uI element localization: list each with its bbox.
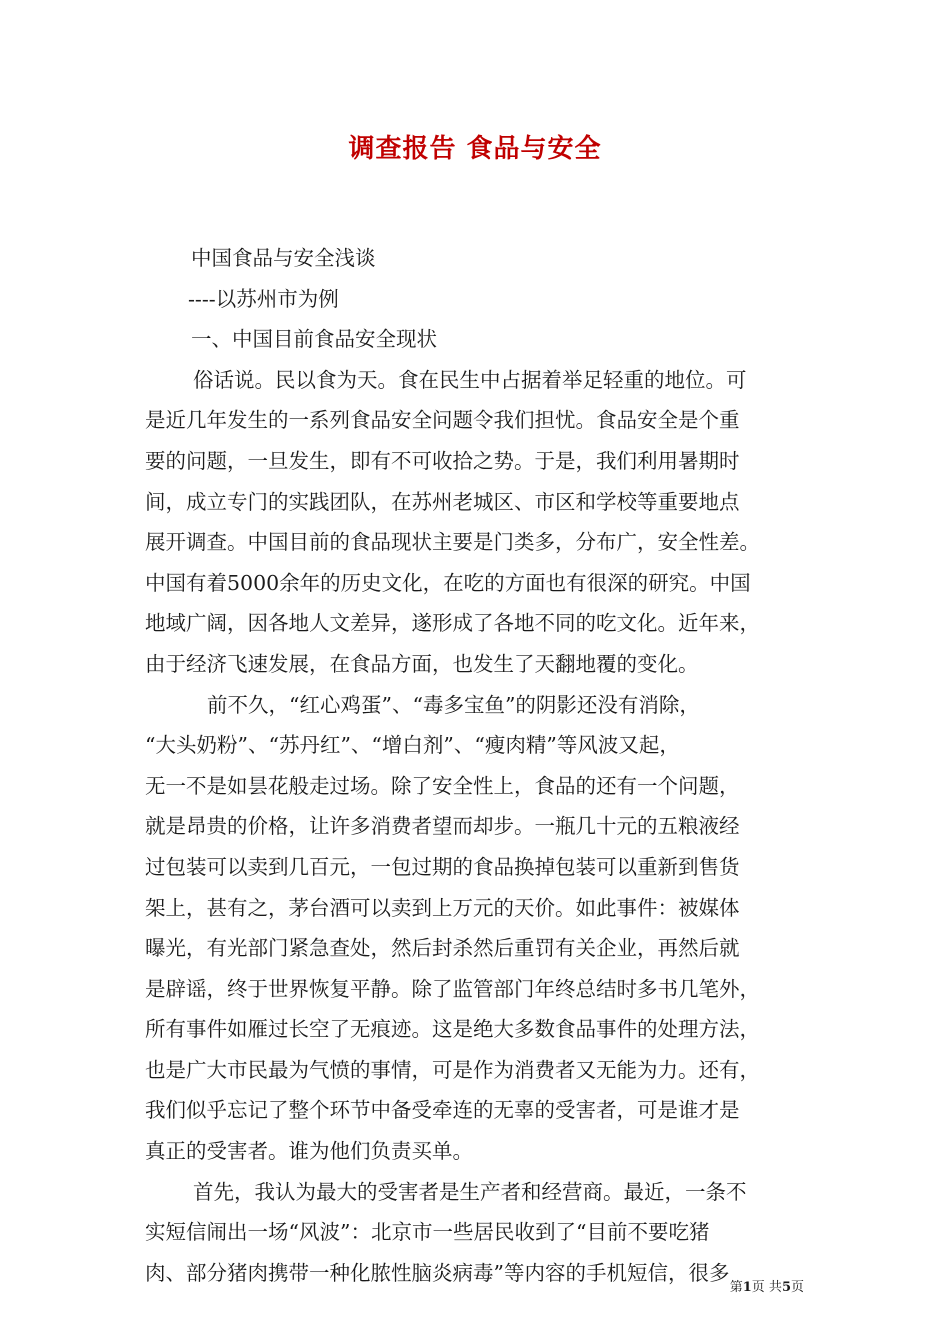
paragraph-line: 我们似乎忘记了整个环节中备受牵连的无辜的受害者，可是谁才是: [145, 1098, 740, 1123]
footer-total-pages: 5: [781, 1280, 791, 1295]
section-heading-1: 一、中国目前食品安全现状: [191, 327, 437, 352]
footer-prefix: 第: [729, 1280, 743, 1295]
paragraph-line: “大头奶粉”、“苏丹红”、“增白剂”、“瘦肉精”等风波又起，: [145, 733, 680, 758]
paragraph-line: 所有事件如雁过长空了无痕迹。这是绝大多数食品事件的处理方法，: [145, 1017, 760, 1042]
paragraph-line: 无一不是如昙花般走过场。除了安全性上，食品的还有一个问题，: [145, 773, 740, 798]
article-heading: 中国食品与安全浅谈: [191, 246, 376, 270]
paragraph-line: 是近几年发生的一系列食品安全问题令我们担忧。食品安全是个重: [145, 408, 740, 433]
paragraph-line: 肉、部分猪肉携带一种化脓性脑炎病毒”等内容的手机短信，很多: [145, 1260, 730, 1285]
paragraph-line: 前不久，“红心鸡蛋”、“毒多宝鱼”的阴影还没有消除，: [207, 692, 700, 717]
paragraph-line: 就是昂贵的价格，让许多消费者望而却步。一瓶几十元的五粮液经: [145, 814, 740, 839]
paragraph-line: 实短信闹出一场“风波”：北京市一些居民收到了“目前不要吃猪: [145, 1220, 710, 1245]
paragraph-line: 架上，甚有之，茅台酒可以卖到上万元的天价。如此事件：被媒体: [145, 895, 740, 920]
paragraph-line: 俗话说。民以食为天。食在民生中占据着举足轻重的地位。可: [193, 367, 747, 392]
document-body: [145, 238, 805, 1293]
footer-middle: 页 共: [751, 1280, 782, 1295]
paragraph-line: 中国有着5000余年的历史文化，在吃的方面也有很深的研究。中国: [145, 570, 751, 595]
paragraph-line: 地域广阔，因各地人文差异，遂形成了各地不同的吃文化。近年来，: [145, 611, 760, 636]
paragraph-line: 展开调查。中国目前的食品现状主要是门类多，分布广，安全性差。: [145, 530, 760, 555]
paragraph-line: 真正的受害者。谁为他们负责买单。: [145, 1139, 473, 1164]
paragraph-line: 也是广大市民最为气愤的事情，可是作为消费者又无能为力。还有，: [145, 1057, 760, 1082]
paragraph-line: 是辟谣，终于世界恢复平静。除了监管部门年终总结时多书几笔外，: [145, 976, 760, 1001]
paragraph-line: 要的问题，一旦发生，即有不可收拾之势。于是，我们利用暑期时: [145, 448, 740, 473]
paragraph-line: 由于经济飞速发展，在食品方面，也发生了天翻地覆的变化。: [145, 651, 699, 676]
paragraph-line: 间，成立专门的实践团队，在苏州老城区、市区和学校等重要地点: [145, 489, 740, 514]
article-subheading: ----以苏州市为例: [188, 286, 339, 311]
document-title: 调查报告 食品与安全: [348, 134, 602, 164]
paragraph-line: 首先，我认为最大的受害者是生产者和经营商。最近，一条不: [193, 1179, 747, 1204]
page-number-footer: [730, 1276, 804, 1295]
paragraph-line: 过包装可以卖到几百元，一包过期的食品换掉包装可以重新到售货: [145, 854, 740, 879]
footer-suffix: 页: [790, 1280, 804, 1295]
paragraph-line: 曝光，有光部门紧急查处，然后封杀然后重罚有关企业，再然后就: [145, 936, 740, 961]
footer-current-page: 1: [742, 1280, 752, 1295]
